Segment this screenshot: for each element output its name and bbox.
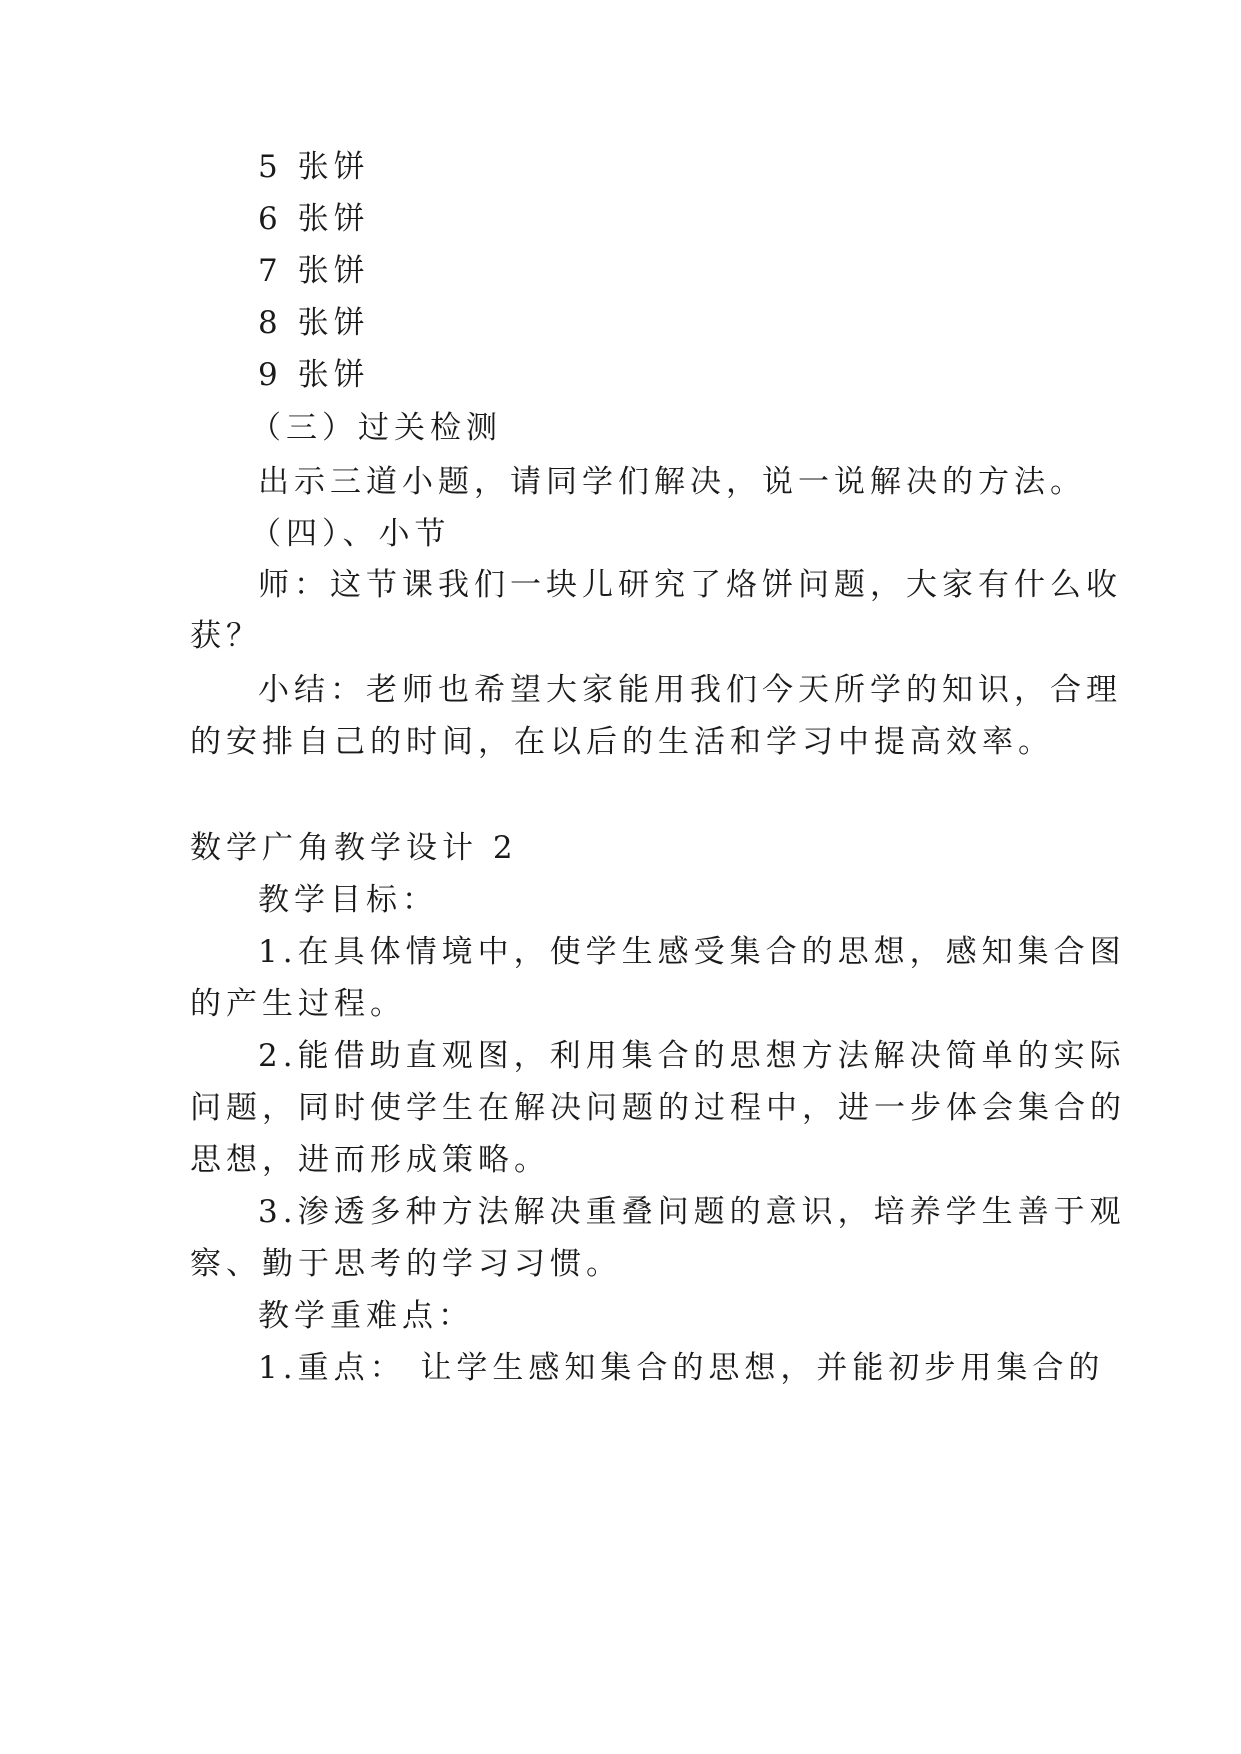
cake-count-9: 9 张饼 (258, 357, 370, 393)
goal2-line-1: 2.能借助直观图，利用集合的思想方法解决简单的实际 (258, 1038, 1126, 1074)
cake-count-7: 7 张饼 (258, 253, 370, 289)
design2-title: 数学广角教学设计 2 (190, 830, 518, 866)
section3-text: 出示三道小题，请同学们解决，说一说解决的方法。 (258, 464, 1086, 500)
goal1-line-2: 的产生过程。 (190, 986, 406, 1022)
goals-heading: 教学目标： (258, 882, 438, 918)
goal2-line-2: 问题，同时使学生在解决问题的过程中，进一步体会集合的 (190, 1090, 1126, 1126)
section4-heading: （四）、小节 (250, 516, 451, 552)
cake-count-5: 5 张饼 (258, 149, 370, 185)
cake-count-8: 8 张饼 (258, 305, 370, 341)
cake-count-6: 6 张饼 (258, 201, 370, 237)
key-heading: 教学重难点： (258, 1298, 474, 1334)
goal1-line-1: 1.在具体情境中，使学生感受集合的思想，感知集合图 (258, 934, 1126, 970)
teacher-line-2: 获？ (190, 618, 262, 654)
goal3-line-1: 3.渗透多种方法解决重叠问题的意识，培养学生善于观 (258, 1194, 1126, 1230)
goal3-line-2: 察、勤于思考的学习习惯。 (190, 1246, 622, 1282)
summary-line-2: 的安排自己的时间，在以后的生活和学习中提高效率。 (190, 724, 1054, 760)
summary-line-1: 小结：老师也希望大家能用我们今天所学的知识，合理 (258, 672, 1122, 708)
section3-heading: （三）过关检测 (250, 410, 502, 446)
key1-line-1: 1.重点： 让学生感知集合的思想，并能初步用集合的 (258, 1350, 1105, 1386)
teacher-line-1: 师：这节课我们一块儿研究了烙饼问题，大家有什么收 (258, 567, 1122, 603)
goal2-line-3: 思想，进而形成策略。 (190, 1142, 550, 1178)
